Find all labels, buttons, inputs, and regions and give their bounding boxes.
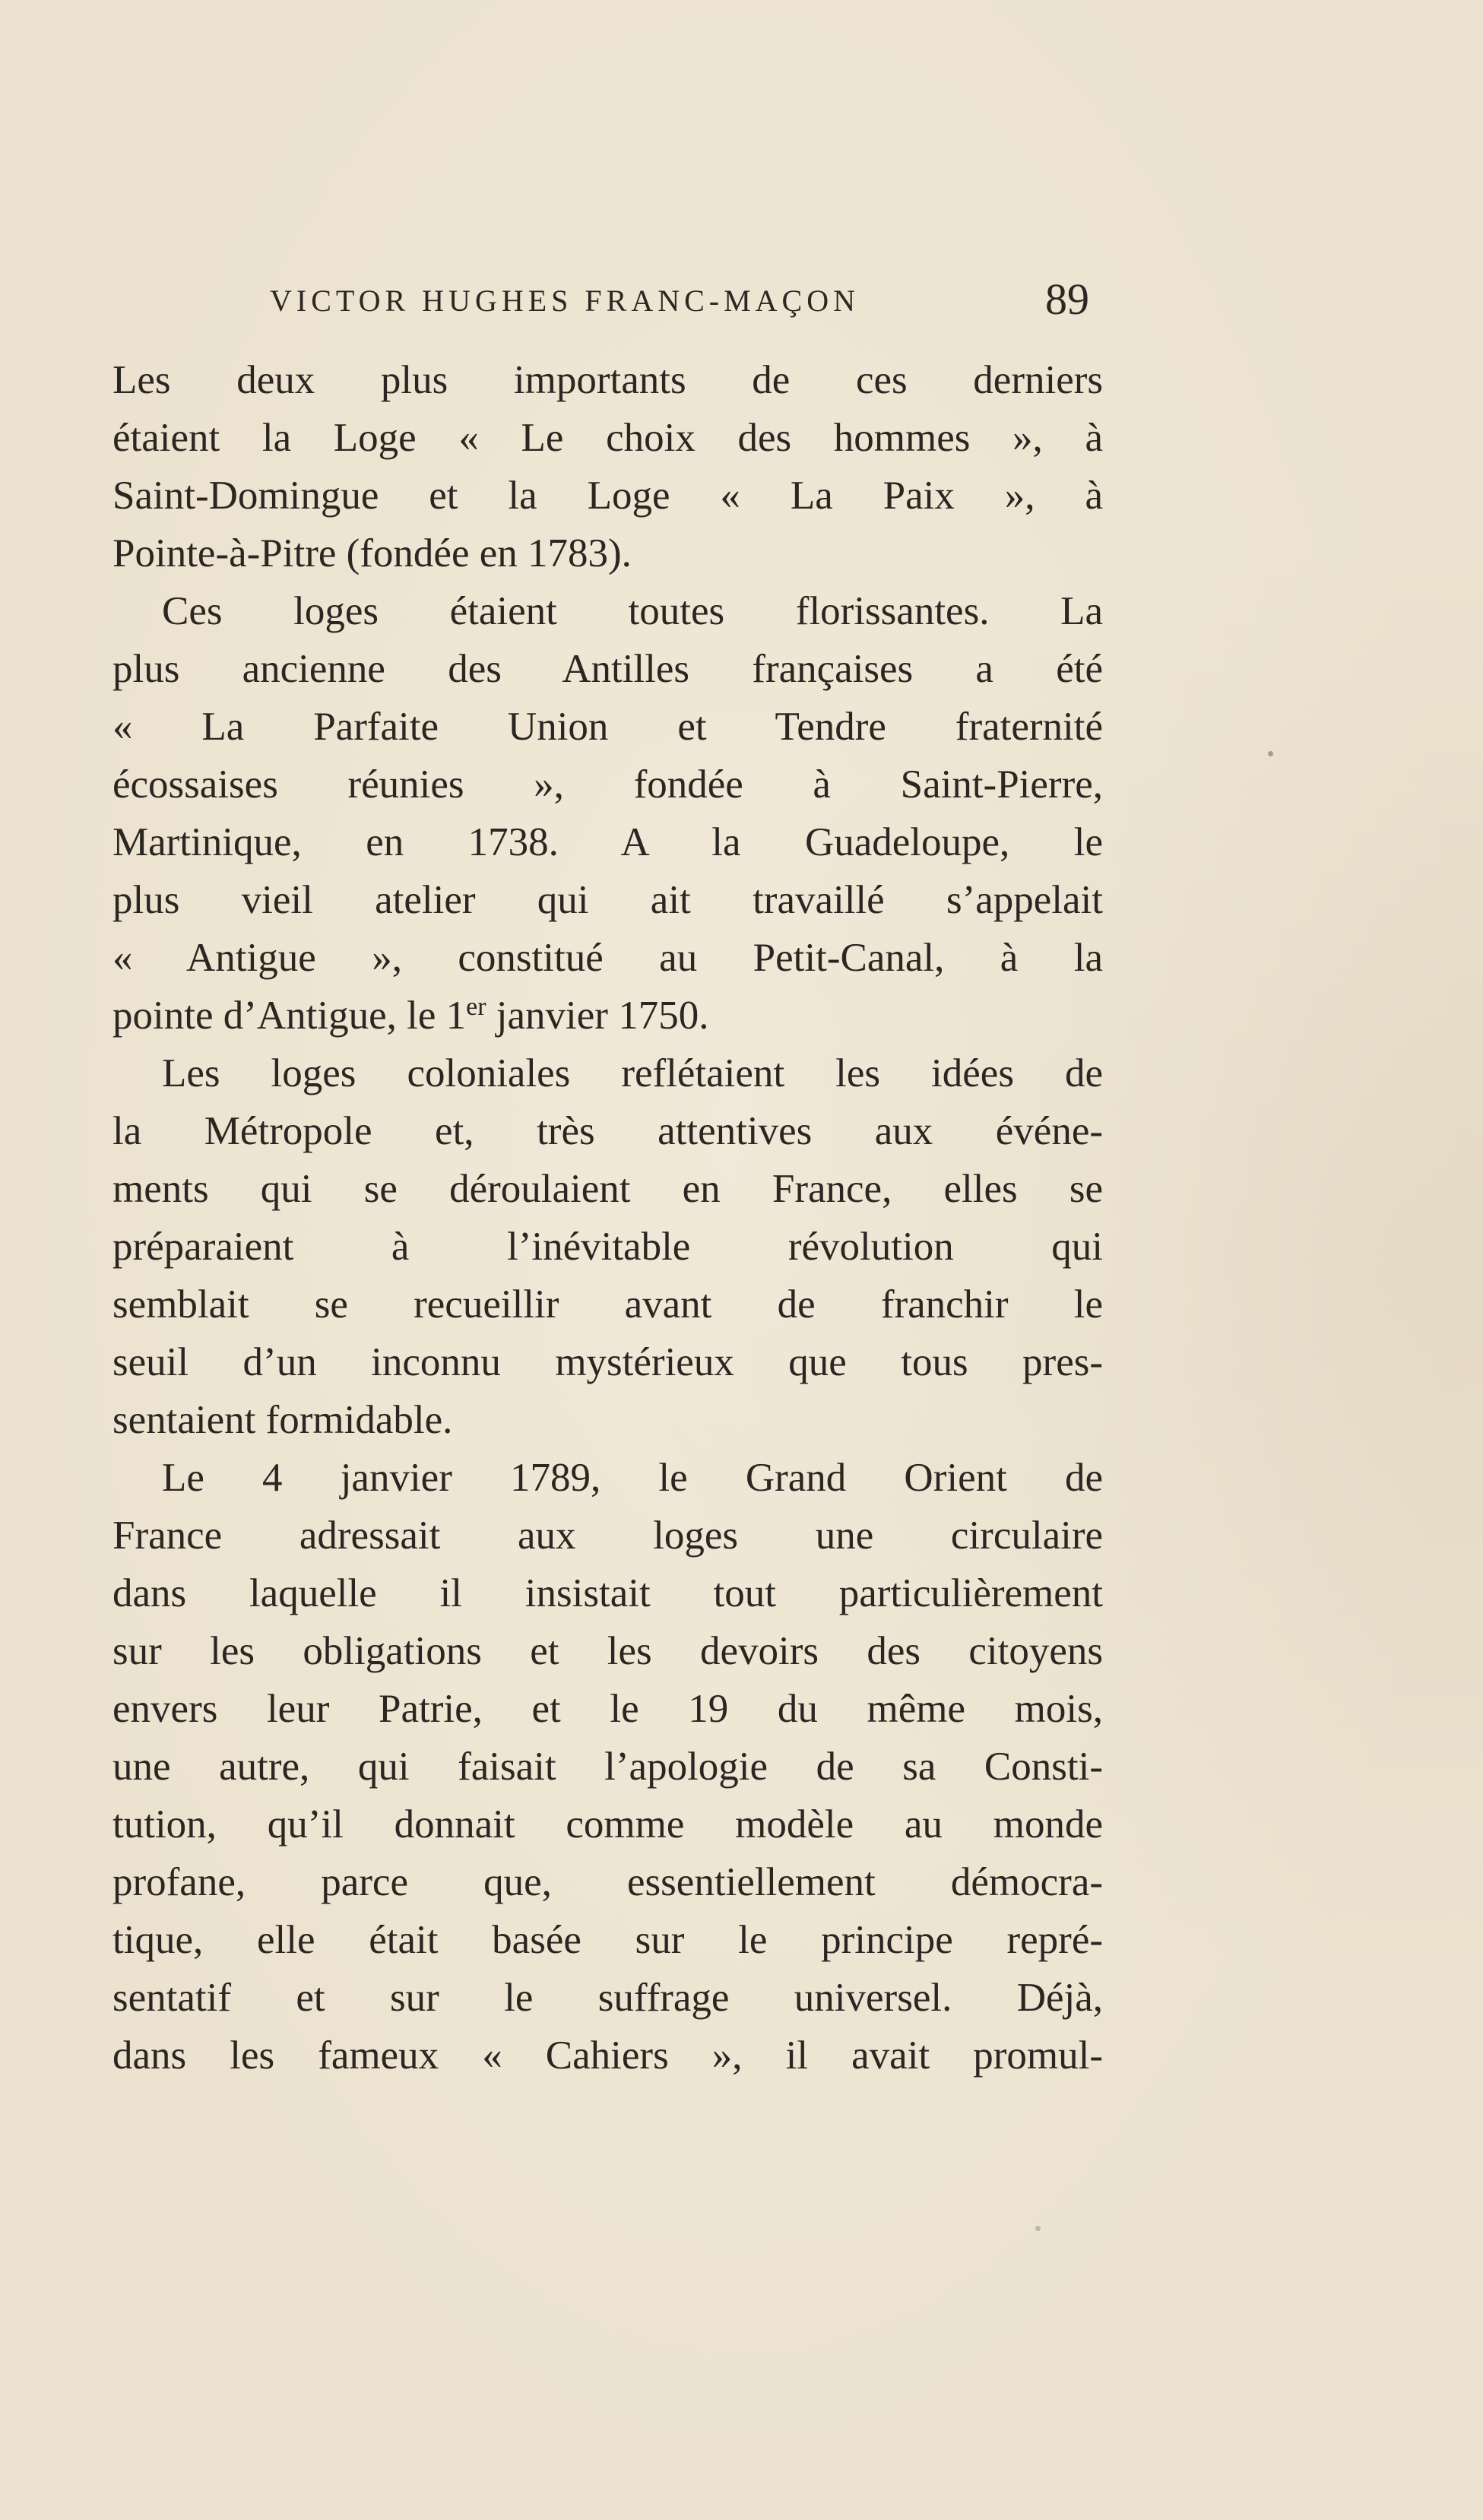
paragraph-3 bbox=[112, 1044, 1103, 1449]
text-segment: pointe d’Antigue, le 1 bbox=[112, 994, 467, 1038]
running-head bbox=[114, 274, 1102, 334]
text-line: plus ancienne des Antilles françaises a été bbox=[112, 647, 1103, 691]
text-line: préparaient à l’inévitable révolution qui bbox=[112, 1225, 1103, 1269]
text-line: seuil d’un inconnu mystérieux que tous pres- bbox=[112, 1340, 1103, 1384]
superscript: er bbox=[466, 993, 486, 1021]
text-line: tution, qu’il donnait comme modèle au monde bbox=[112, 1802, 1103, 1846]
text-line: ments qui se déroulaient en France, elles se bbox=[112, 1167, 1103, 1211]
text-line: la Métropole et, très attentives aux événe- bbox=[112, 1109, 1103, 1153]
text-line: France adressait aux loges une circulaire bbox=[112, 1514, 1103, 1558]
text-line: « La Parfaite Union et Tendre fraternité bbox=[112, 705, 1103, 749]
paper-speck bbox=[1268, 751, 1273, 756]
page-number: 89 bbox=[1045, 274, 1089, 324]
text-line: semblait se recueillir avant de franchir le bbox=[112, 1282, 1103, 1327]
text-line: sur les obligations et les devoirs des citoyens bbox=[112, 1629, 1103, 1673]
paragraph-4 bbox=[112, 1449, 1103, 2084]
text-line: Les deux plus importants de ces derniers bbox=[112, 358, 1103, 402]
text-segment: janvier 1750. bbox=[486, 994, 709, 1038]
text-line bbox=[112, 987, 1103, 1044]
body-text bbox=[112, 351, 1103, 2084]
text-line: Les loges coloniales reflétaient les idées de bbox=[162, 1051, 1103, 1095]
text-line: sentatif et sur le suffrage universel. Déjà, bbox=[112, 1976, 1103, 2020]
text-line: écossaises réunies », fondée à Saint-Pierre, bbox=[112, 762, 1103, 807]
text-line: sentaient formidable. bbox=[112, 1398, 453, 1442]
paragraph-2 bbox=[112, 582, 1103, 1044]
text-line: Martinique, en 1738. A la Guadeloupe, le bbox=[112, 820, 1103, 864]
text-line: profane, parce que, essentiellement démocra- bbox=[112, 1860, 1103, 1904]
paper-speck bbox=[1035, 2226, 1041, 2231]
running-title: VICTOR HUGHES FRANC-MAÇON bbox=[270, 284, 860, 318]
text-line: Le 4 janvier 1789, le Grand Orient de bbox=[162, 1456, 1103, 1500]
text-line: Pointe-à-Pitre (fondée en 1783). bbox=[112, 531, 632, 575]
text-line: Saint-Domingue et la Loge « La Paix », à bbox=[112, 474, 1103, 518]
text-line: plus vieil atelier qui ait travaillé s’appelait bbox=[112, 878, 1103, 922]
text-line: Ces loges étaient toutes florissantes. La bbox=[162, 589, 1103, 633]
paragraph-1 bbox=[112, 351, 1103, 582]
text-line: dans laquelle il insistait tout particulièrement bbox=[112, 1571, 1103, 1615]
text-line: une autre, qui faisait l’apologie de sa Consti- bbox=[112, 1745, 1103, 1789]
text-line: envers leur Patrie, et le 19 du même mois, bbox=[112, 1687, 1103, 1731]
text-line: dans les fameux « Cahiers », il avait promul- bbox=[112, 2033, 1103, 2078]
text-line: « Antigue », constitué au Petit-Canal, à la bbox=[112, 936, 1103, 980]
text-line: tique, elle était basée sur le principe repré- bbox=[112, 1918, 1103, 1962]
text-line: étaient la Loge « Le choix des hommes », à bbox=[112, 416, 1103, 460]
